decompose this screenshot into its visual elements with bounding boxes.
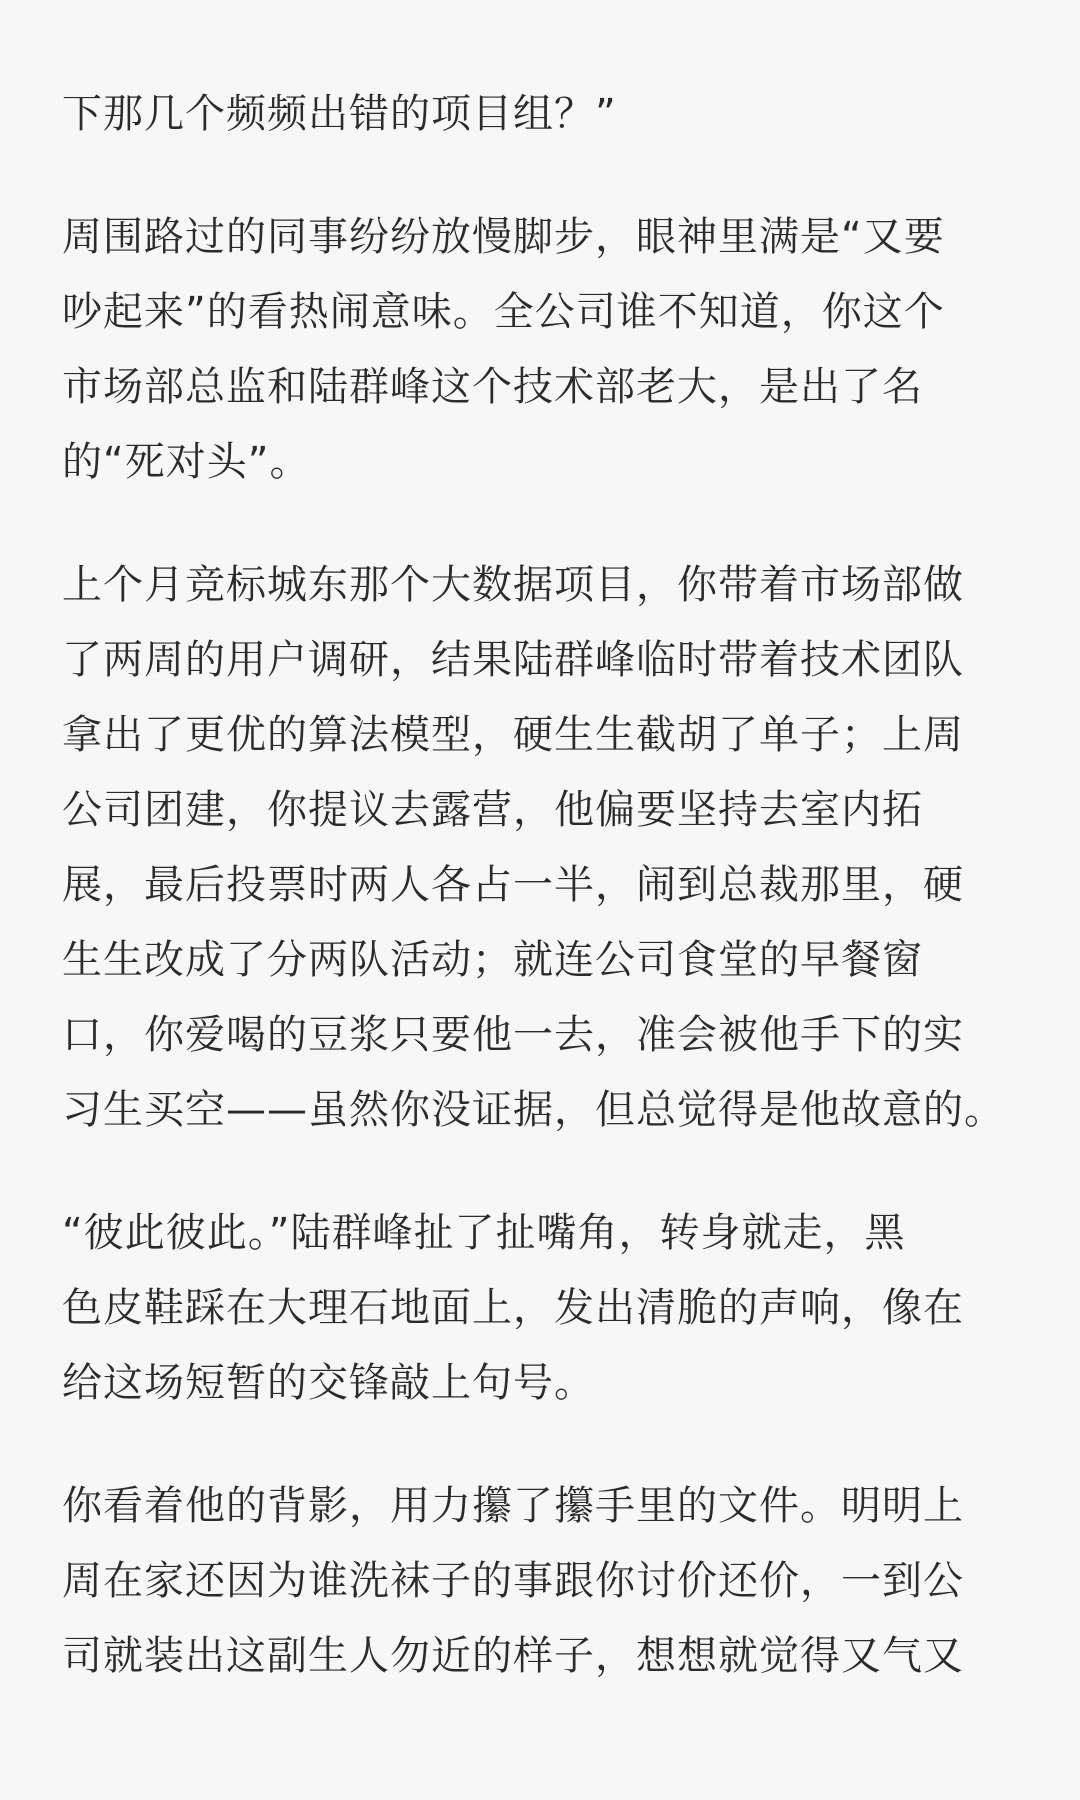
- text-line: 司就装出这副生人勿近的样子，想想就觉得又气又: [62, 1633, 964, 1679]
- text-line: 的“死对头”。: [62, 439, 311, 485]
- text-line: 周围路过的同事纷纷放慢脚步，眼神里满是“又要: [62, 214, 945, 260]
- text-line: 给这场短暂的交锋敲上句号。: [62, 1360, 595, 1406]
- text-line: 生生改成了分两队活动；就连公司食堂的早餐窗: [62, 937, 923, 983]
- text-line: 习生买空——虽然你没证据，但总觉得是他故意的。: [62, 1087, 1005, 1133]
- paragraph-2: [62, 200, 1018, 500]
- text-line: 公司团建，你提议去露营，他偏要坚持去室内拓: [62, 787, 923, 833]
- text-line: 你看着他的背影，用力攥了攥手里的文件。明明上: [62, 1483, 964, 1529]
- text-line: 周在家还因为谁洗袜子的事跟你讨价还价，一到公: [62, 1558, 964, 1604]
- text-line: 吵起来”的看热闹意味。全公司谁不知道，你这个: [62, 289, 945, 335]
- text-line: 拿出了更优的算法模型，硬生生截胡了单子；上周: [62, 712, 964, 758]
- paragraph-5: [62, 1469, 1018, 1694]
- text-line: 下那几个频频出错的项目组？”: [62, 91, 617, 137]
- paragraph-1: [62, 77, 1018, 152]
- text-line: 色皮鞋踩在大理石地面上，发出清脆的声响，像在: [62, 1285, 964, 1331]
- text-line: 上个月竞标城东那个大数据项目，你带着市场部做: [62, 562, 964, 608]
- text-line: 市场部总监和陆群峰这个技术部老大，是出了名: [62, 364, 923, 410]
- paragraph-4: [62, 1196, 1018, 1421]
- text-line: 展，最后投票时两人各占一半，闹到总裁那里，硬: [62, 862, 964, 908]
- text-line: 口，你爱喝的豆浆只要他一去，准会被他手下的实: [62, 1012, 964, 1058]
- text-line: 了两周的用户调研，结果陆群峰临时带着技术团队: [62, 637, 964, 683]
- paragraph-3: [62, 548, 1018, 1148]
- text-line: “彼此彼此。”陆群峰扯了扯嘴角，转身就走，黑: [62, 1210, 906, 1256]
